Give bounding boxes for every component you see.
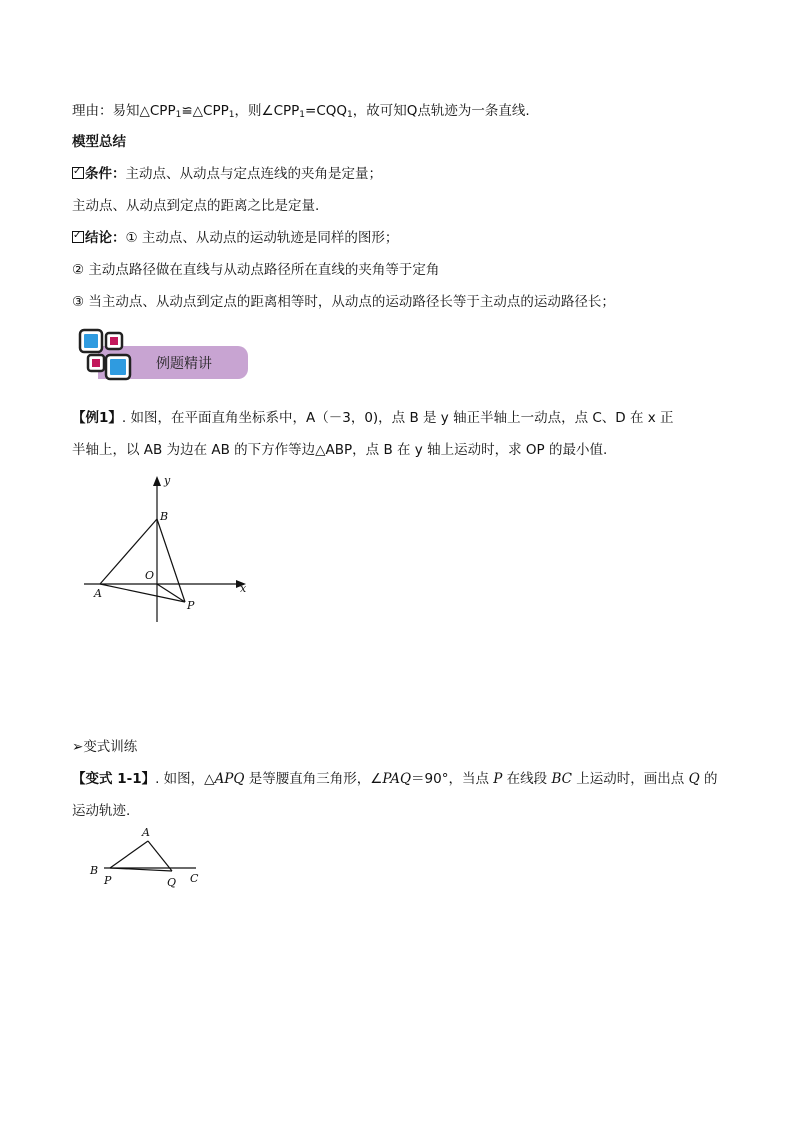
segment-bp <box>157 519 185 602</box>
variant1-line1 <box>72 769 717 789</box>
reason-text: 理由：易知△CPP <box>72 103 176 119</box>
conclusion-item-2: ② 主动点路径做在直线与从动点路径所在直线的夹角等于定角 <box>72 262 440 278</box>
subscript: 1 <box>175 110 182 120</box>
label-p: P <box>104 874 112 887</box>
math-apq: APQ <box>214 771 245 787</box>
variant1-text: 的 <box>699 771 718 787</box>
subscript: 1 <box>228 110 235 120</box>
y-axis-arrow <box>153 476 161 486</box>
squares-logo-icon <box>78 327 134 383</box>
label-o: O <box>145 569 155 582</box>
example1-tag: 【例1】 <box>72 410 122 426</box>
condition-line <box>72 164 382 184</box>
label-q: Q <box>167 876 177 889</box>
example1-text: . 如图，在平面直角坐标系中，A（－3，0)，点 B 是 y 轴正半轴上一动点，点 C、D 在 x 正 <box>121 410 674 426</box>
conclusion-label: 结论： <box>85 230 126 246</box>
example1-line2: 半轴上，以 AB 为边在 AB 的下方作等边△ABP，点 B 在 y 轴上运动时，求 OP 的最小值. <box>72 442 608 458</box>
triangle-figure <box>86 822 216 892</box>
condition-text: 主动点、从动点与定点连线的夹角是定量； <box>125 166 382 182</box>
banner-label: 例题精讲 <box>156 356 212 372</box>
checkbox-icon <box>72 231 84 243</box>
label-b: B <box>160 510 169 523</box>
label-p: P <box>187 599 195 612</box>
model-summary-title: 模型总结 <box>72 134 126 150</box>
subscript: 1 <box>299 110 306 120</box>
variant1-text: 上运动时，画出点 <box>571 771 689 787</box>
variant1-text: ＝90°，当点 <box>411 771 494 787</box>
variant-heading-text: 变式训练 <box>83 739 138 755</box>
conclusion-item: ① 主动点、从动点的运动轨迹是同样的图形； <box>125 230 399 246</box>
label-a: A <box>142 826 150 839</box>
arrow-icon: ➢ <box>72 739 84 755</box>
coordinate-figure <box>80 472 270 627</box>
math-q: Q <box>688 771 700 787</box>
subscript: 1 <box>347 110 353 120</box>
label-b: B <box>90 864 99 877</box>
variant1-text: 在线段 <box>502 771 552 787</box>
reason-text: =CQQ <box>305 103 348 119</box>
reason-text: ≌△CPP <box>181 103 229 119</box>
reason-text: ，则∠CPP <box>234 103 300 119</box>
condition-line-2: 主动点、从动点到定点的距离之比是定量. <box>72 198 320 214</box>
segment-ap <box>100 584 185 602</box>
variant1-text: 是等腰直角三角形，∠ <box>244 771 383 787</box>
label-y: y <box>164 474 171 487</box>
variant1-line2: 运动轨迹. <box>72 803 131 819</box>
example1-line1 <box>72 408 674 428</box>
math-p: P <box>493 771 503 787</box>
conclusion-line <box>72 228 398 248</box>
variant1-text: . 如图，△ <box>155 771 215 787</box>
condition-label: 条件： <box>85 166 126 182</box>
math-bc: BC <box>551 771 572 787</box>
reason-text: ，故可知Q点轨迹为一条直线. <box>352 103 530 119</box>
label-a: A <box>94 587 102 600</box>
label-x: x <box>240 582 247 595</box>
math-paq: PAQ <box>382 771 412 787</box>
segment-ap <box>110 841 148 868</box>
variant-heading <box>72 737 137 757</box>
variant1-tag: 【变式 1-1】 <box>72 771 156 787</box>
label-c: C <box>190 872 199 885</box>
conclusion-item-3: ③ 当主动点、从动点到定点的距离相等时，从动点的运动路径长等于主动点的运动路径长； <box>72 294 615 310</box>
reason-line <box>72 101 530 125</box>
checkbox-icon <box>72 167 84 179</box>
section-banner <box>78 327 248 383</box>
segment-aq <box>148 841 172 871</box>
